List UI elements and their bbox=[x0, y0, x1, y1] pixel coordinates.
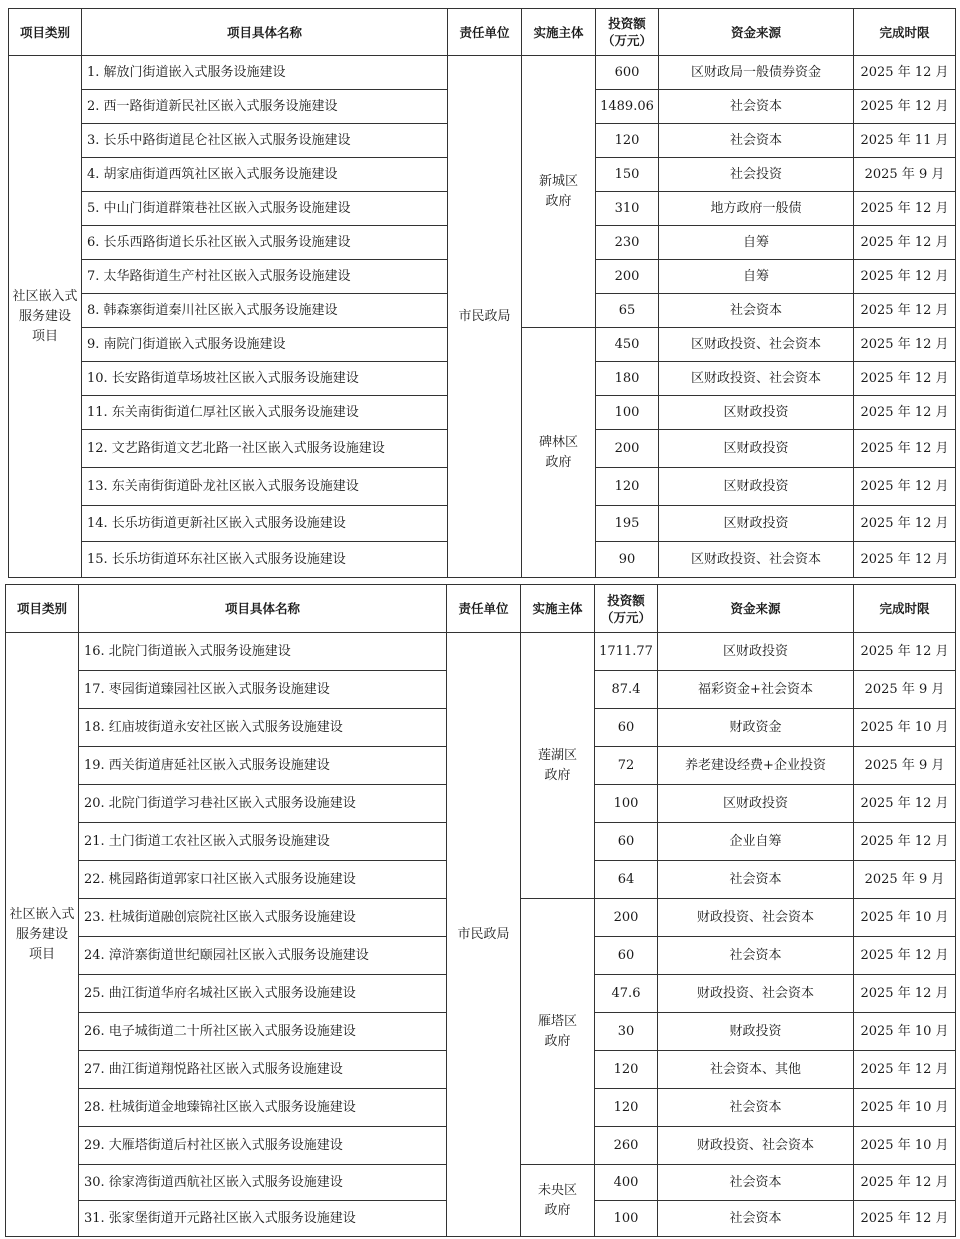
header-name: 项目具体名称 bbox=[82, 9, 448, 56]
investment-amount: 1489.06 bbox=[596, 90, 659, 124]
fund-source: 社会资本 bbox=[659, 90, 854, 124]
investment-amount: 120 bbox=[595, 1051, 658, 1089]
investment-amount: 30 bbox=[595, 1013, 658, 1051]
investment-amount: 100 bbox=[596, 396, 659, 430]
deadline: 2025 年 12 月 bbox=[854, 328, 956, 362]
implementer-line: 政府 bbox=[544, 767, 571, 783]
implementer-line: 新城区 bbox=[538, 173, 578, 189]
fund-source: 社会资本 bbox=[658, 1165, 854, 1201]
header-amount-line1: 投资额 bbox=[607, 592, 645, 608]
project-table-2 bbox=[5, 584, 956, 1237]
investment-amount: 120 bbox=[595, 1089, 658, 1127]
project-name: 29. 大雁塔街道后村社区嵌入式服务设施建设 bbox=[79, 1127, 447, 1165]
deadline: 2025 年 10 月 bbox=[854, 1127, 956, 1165]
fund-source: 区财政投资、社会资本 bbox=[659, 362, 854, 396]
deadline: 2025 年 12 月 bbox=[854, 1165, 956, 1201]
deadline: 2025 年 12 月 bbox=[854, 785, 956, 823]
header-fund: 资金来源 bbox=[658, 585, 854, 633]
project-name: 18. 红庙坡街道永安社区嵌入式服务设施建设 bbox=[79, 709, 447, 747]
deadline: 2025 年 12 月 bbox=[854, 1201, 956, 1237]
investment-amount: 200 bbox=[596, 430, 659, 468]
header-fund: 资金来源 bbox=[659, 9, 854, 56]
deadline: 2025 年 12 月 bbox=[854, 294, 956, 328]
deadline: 2025 年 12 月 bbox=[854, 823, 956, 861]
fund-source: 财政投资 bbox=[658, 1013, 854, 1051]
project-name: 10. 长安路街道草场坡社区嵌入式服务设施建设 bbox=[82, 362, 448, 396]
project-name: 7. 太华路街道生产村社区嵌入式服务设施建设 bbox=[82, 260, 448, 294]
project-name: 16. 北院门街道嵌入式服务设施建设 bbox=[79, 633, 447, 671]
deadline: 2025 年 12 月 bbox=[854, 430, 956, 468]
fund-source: 社会资本 bbox=[658, 1201, 854, 1237]
category-line: 服务建设 bbox=[15, 926, 68, 942]
fund-source: 财政资金 bbox=[658, 709, 854, 747]
header-amount-line2: （万元） bbox=[601, 33, 652, 48]
investment-amount: 200 bbox=[595, 899, 658, 937]
header-name: 项目具体名称 bbox=[79, 585, 447, 633]
fund-source: 社会资本 bbox=[658, 1089, 854, 1127]
project-name: 9. 南院门街道嵌入式服务设施建设 bbox=[82, 328, 448, 362]
fund-source: 社会资本、其他 bbox=[658, 1051, 854, 1089]
responsible-unit: 市民政局 bbox=[447, 633, 521, 1237]
fund-source: 区财政投资、社会资本 bbox=[659, 542, 854, 578]
deadline: 2025 年 12 月 bbox=[854, 260, 956, 294]
category-line: 项目 bbox=[28, 946, 55, 962]
project-name: 8. 韩森寨街道秦川社区嵌入式服务设施建设 bbox=[82, 294, 448, 328]
table-row bbox=[6, 633, 956, 671]
investment-amount: 230 bbox=[596, 226, 659, 260]
project-name: 27. 曲江街道翔悦路社区嵌入式服务设施建设 bbox=[79, 1051, 447, 1089]
project-name: 13. 东关南街街道卧龙社区嵌入式服务设施建设 bbox=[82, 468, 448, 506]
header-deadline: 完成时限 bbox=[854, 9, 956, 56]
fund-source: 财政投资、社会资本 bbox=[658, 1127, 854, 1165]
project-name: 3. 长乐中路街道昆仑社区嵌入式服务设施建设 bbox=[82, 124, 448, 158]
fund-source: 社会资本 bbox=[658, 937, 854, 975]
deadline: 2025 年 12 月 bbox=[854, 542, 956, 578]
investment-amount: 100 bbox=[595, 1201, 658, 1237]
deadline: 2025 年 12 月 bbox=[854, 468, 956, 506]
investment-amount: 200 bbox=[596, 260, 659, 294]
header-category: 项目类别 bbox=[6, 585, 79, 633]
fund-source: 养老建设经费+企业投资 bbox=[658, 747, 854, 785]
deadline: 2025 年 12 月 bbox=[854, 506, 956, 542]
fund-source: 区财政投资 bbox=[659, 396, 854, 430]
project-name: 21. 土门街道工农社区嵌入式服务设施建设 bbox=[79, 823, 447, 861]
implementer-line: 雁塔区 bbox=[537, 1013, 577, 1029]
implementer-line: 政府 bbox=[544, 1202, 571, 1218]
project-name: 25. 曲江街道华府名城社区嵌入式服务设施建设 bbox=[79, 975, 447, 1013]
project-name: 19. 西关街道唐延社区嵌入式服务设施建设 bbox=[79, 747, 447, 785]
category-cell bbox=[9, 56, 82, 578]
fund-source: 社会资本 bbox=[658, 861, 854, 899]
category-line: 项目 bbox=[31, 328, 58, 344]
investment-amount: 60 bbox=[595, 823, 658, 861]
project-table-1 bbox=[8, 8, 956, 578]
fund-source: 财政投资、社会资本 bbox=[658, 899, 854, 937]
responsible-unit: 市民政局 bbox=[448, 56, 522, 578]
fund-source: 福彩资金+社会资本 bbox=[658, 671, 854, 709]
project-name: 23. 杜城街道融创宸院社区嵌入式服务设施建设 bbox=[79, 899, 447, 937]
investment-amount: 72 bbox=[595, 747, 658, 785]
deadline: 2025 年 9 月 bbox=[854, 861, 956, 899]
project-name: 15. 长乐坊街道环东社区嵌入式服务设施建设 bbox=[82, 542, 448, 578]
table-header-row bbox=[6, 585, 956, 633]
investment-amount: 65 bbox=[596, 294, 659, 328]
project-name: 12. 文艺路街道文艺北路一社区嵌入式服务设施建设 bbox=[82, 430, 448, 468]
project-name: 22. 桃园路街道郭家口社区嵌入式服务设施建设 bbox=[79, 861, 447, 899]
investment-amount: 87.4 bbox=[595, 671, 658, 709]
deadline: 2025 年 12 月 bbox=[854, 226, 956, 260]
header-amount-line2: （万元） bbox=[600, 609, 651, 625]
investment-amount: 1711.77 bbox=[595, 633, 658, 671]
category-line: 社区嵌入式 bbox=[9, 906, 75, 922]
project-name: 31. 张家堡街道开元路社区嵌入式服务设施建设 bbox=[79, 1201, 447, 1237]
deadline: 2025 年 12 月 bbox=[854, 56, 956, 90]
deadline: 2025 年 9 月 bbox=[854, 671, 956, 709]
project-name: 17. 枣园街道臻园社区嵌入式服务设施建设 bbox=[79, 671, 447, 709]
project-name: 5. 中山门街道群策巷社区嵌入式服务设施建设 bbox=[82, 192, 448, 226]
investment-amount: 100 bbox=[595, 785, 658, 823]
table-header-row bbox=[9, 9, 956, 56]
project-name: 20. 北院门街道学习巷社区嵌入式服务设施建设 bbox=[79, 785, 447, 823]
fund-source: 社会资本 bbox=[659, 124, 854, 158]
fund-source: 区财政局一般债券资金 bbox=[659, 56, 854, 90]
investment-amount: 310 bbox=[596, 192, 659, 226]
implementer-line: 莲湖区 bbox=[537, 747, 577, 763]
fund-source: 自筹 bbox=[659, 260, 854, 294]
implementer-line: 政府 bbox=[544, 1033, 571, 1049]
investment-amount: 180 bbox=[596, 362, 659, 396]
deadline: 2025 年 12 月 bbox=[854, 192, 956, 226]
deadline: 2025 年 12 月 bbox=[854, 362, 956, 396]
implementer-line: 政府 bbox=[545, 193, 572, 209]
implementer-cell bbox=[522, 56, 596, 328]
header-deadline: 完成时限 bbox=[854, 585, 956, 633]
implementer-line: 碑林区 bbox=[538, 434, 578, 450]
deadline: 2025 年 9 月 bbox=[854, 747, 956, 785]
header-amount bbox=[596, 9, 659, 56]
investment-amount: 90 bbox=[596, 542, 659, 578]
investment-amount: 120 bbox=[596, 468, 659, 506]
deadline: 2025 年 12 月 bbox=[854, 975, 956, 1013]
implementer-cell bbox=[521, 1165, 595, 1237]
category-cell bbox=[6, 633, 79, 1237]
project-name: 30. 徐家湾街道西航社区嵌入式服务设施建设 bbox=[79, 1165, 447, 1201]
project-name: 11. 东关南街街道仁厚社区嵌入式服务设施建设 bbox=[82, 396, 448, 430]
fund-source: 区财政投资 bbox=[658, 785, 854, 823]
fund-source: 自筹 bbox=[659, 226, 854, 260]
deadline: 2025 年 12 月 bbox=[854, 633, 956, 671]
deadline: 2025 年 12 月 bbox=[854, 396, 956, 430]
project-name: 2. 西一路街道新民社区嵌入式服务设施建设 bbox=[82, 90, 448, 124]
fund-source: 财政投资、社会资本 bbox=[658, 975, 854, 1013]
deadline: 2025 年 12 月 bbox=[854, 937, 956, 975]
deadline: 2025 年 9 月 bbox=[854, 158, 956, 192]
fund-source: 区财政投资 bbox=[659, 506, 854, 542]
header-unit: 责任单位 bbox=[447, 585, 521, 633]
deadline: 2025 年 12 月 bbox=[854, 90, 956, 124]
deadline: 2025 年 10 月 bbox=[854, 899, 956, 937]
deadline: 2025 年 10 月 bbox=[854, 1013, 956, 1051]
header-amount bbox=[595, 585, 658, 633]
project-name: 1. 解放门街道嵌入式服务设施建设 bbox=[82, 56, 448, 90]
investment-amount: 150 bbox=[596, 158, 659, 192]
deadline: 2025 年 10 月 bbox=[854, 709, 956, 747]
header-subject: 实施主体 bbox=[521, 585, 595, 633]
deadline: 2025 年 12 月 bbox=[854, 1051, 956, 1089]
header-subject: 实施主体 bbox=[522, 9, 596, 56]
implementer-line: 政府 bbox=[545, 454, 572, 470]
fund-source: 区财政投资 bbox=[659, 468, 854, 506]
investment-amount: 450 bbox=[596, 328, 659, 362]
investment-amount: 195 bbox=[596, 506, 659, 542]
investment-amount: 260 bbox=[595, 1127, 658, 1165]
header-category: 项目类别 bbox=[9, 9, 82, 56]
investment-amount: 600 bbox=[596, 56, 659, 90]
project-name: 4. 胡家庙街道西筑社区嵌入式服务设施建设 bbox=[82, 158, 448, 192]
implementer-cell bbox=[521, 899, 595, 1165]
fund-source: 企业自筹 bbox=[658, 823, 854, 861]
investment-amount: 400 bbox=[595, 1165, 658, 1201]
fund-source: 区财政投资 bbox=[659, 430, 854, 468]
investment-amount: 60 bbox=[595, 937, 658, 975]
category-line: 社区嵌入式 bbox=[12, 288, 78, 304]
deadline: 2025 年 10 月 bbox=[854, 1089, 956, 1127]
investment-amount: 47.6 bbox=[595, 975, 658, 1013]
investment-amount: 64 bbox=[595, 861, 658, 899]
fund-source: 区财政投资、社会资本 bbox=[659, 328, 854, 362]
header-amount-line1: 投资额 bbox=[608, 16, 646, 31]
fund-source: 地方政府一般债 bbox=[659, 192, 854, 226]
implementer-line: 未央区 bbox=[537, 1182, 577, 1198]
project-name: 28. 杜城街道金地臻锦社区嵌入式服务设施建设 bbox=[79, 1089, 447, 1127]
table-row bbox=[9, 56, 956, 90]
implementer-cell bbox=[521, 633, 595, 899]
fund-source: 区财政投资 bbox=[658, 633, 854, 671]
implementer-cell bbox=[522, 328, 596, 578]
project-name: 14. 长乐坊街道更新社区嵌入式服务设施建设 bbox=[82, 506, 448, 542]
category-line: 服务建设 bbox=[18, 308, 71, 324]
project-name: 24. 漳浒寨街道世纪颐园社区嵌入式服务设施建设 bbox=[79, 937, 447, 975]
fund-source: 社会资本 bbox=[659, 294, 854, 328]
project-name: 6. 长乐西路街道长乐社区嵌入式服务设施建设 bbox=[82, 226, 448, 260]
investment-amount: 120 bbox=[596, 124, 659, 158]
header-unit: 责任单位 bbox=[448, 9, 522, 56]
deadline: 2025 年 11 月 bbox=[854, 124, 956, 158]
investment-amount: 60 bbox=[595, 709, 658, 747]
project-name: 26. 电子城街道二十所社区嵌入式服务设施建设 bbox=[79, 1013, 447, 1051]
fund-source: 社会投资 bbox=[659, 158, 854, 192]
